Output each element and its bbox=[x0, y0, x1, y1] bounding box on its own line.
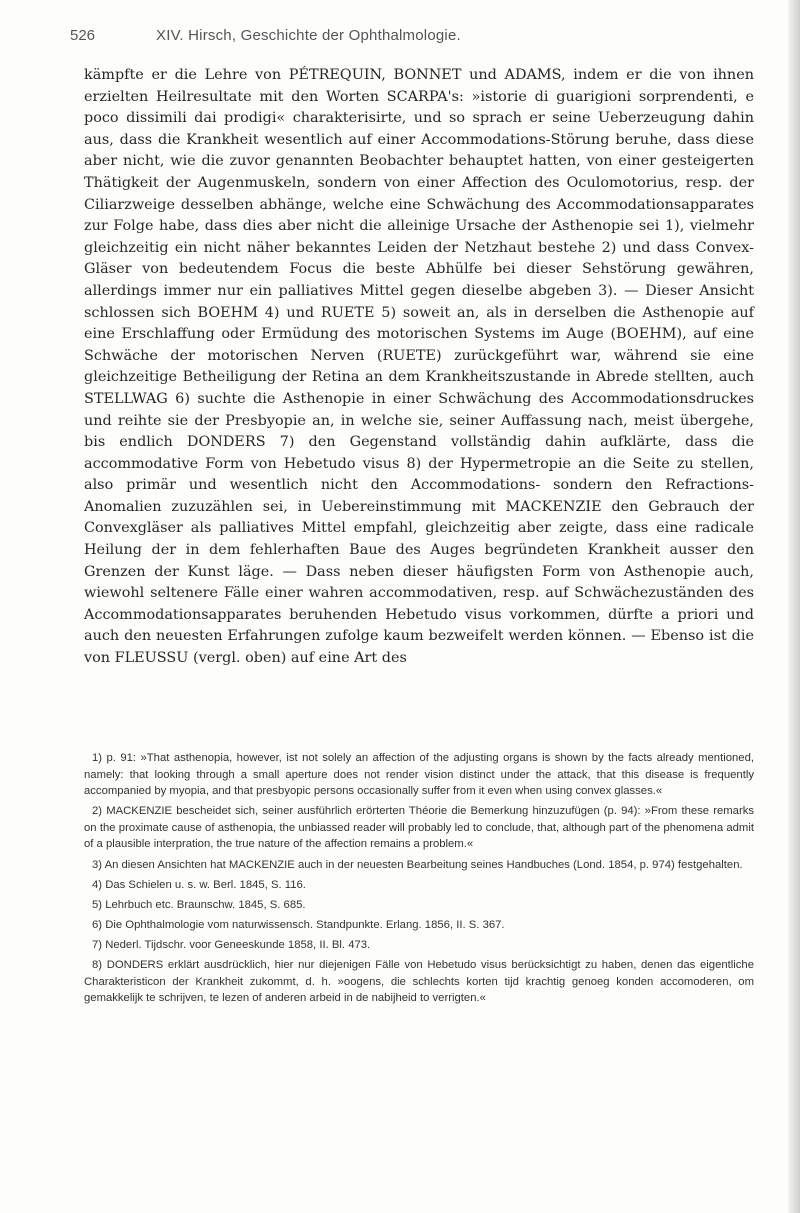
footnote bbox=[84, 897, 754, 914]
footnote bbox=[84, 937, 754, 954]
footnote-text: DONDERS erklärt ausdrücklich, hier nur diejenigen Fälle von Hebetudo visus berücksichtigt zu haben, denen das eigentliche Charakteristicon der Krankheit zukommt, d. h. »oogens, die schlechts korten tijd krachtig genoeg konden accomoderen, om gemakkelijk te schrijven, te lezen of anderen arbeid in de nabijheid to verrigten.« bbox=[84, 959, 755, 1005]
footnote-number: 6) bbox=[92, 918, 103, 931]
footnote-number: 8) bbox=[92, 959, 103, 972]
footnote-number: 4) bbox=[92, 878, 103, 891]
footnote-text: Das Schielen u. s. w. Berl. 1845, S. 116. bbox=[105, 878, 306, 891]
running-title: XIV. Hirsch, Geschichte der Ophthalmologie. bbox=[156, 27, 461, 44]
footnote-number: 5) bbox=[92, 898, 103, 911]
page-edge-shadow bbox=[788, 0, 800, 1213]
footnote-number: 3) bbox=[92, 858, 103, 871]
running-head bbox=[70, 27, 750, 51]
footnotes bbox=[84, 750, 754, 1010]
footnote bbox=[84, 750, 754, 800]
footnote-text: Die Ophthalmologie vom naturwissensch. Standpunkte. Erlang. 1856, II. S. 367. bbox=[105, 918, 505, 931]
footnote-number: 7) bbox=[92, 938, 103, 951]
footnote bbox=[84, 877, 754, 894]
footnote-text: An diesen Ansichten hat MACKENZIE auch in der neuesten Bearbeitung seines Handbuches (Lond. 1854, p. 974) festgehalten. bbox=[104, 858, 743, 871]
footnote bbox=[84, 957, 754, 1007]
footnote-text: Nederl. Tijdschr. voor Geneeskunde 1858, II. Bl. 473. bbox=[105, 938, 371, 951]
footnote bbox=[84, 917, 754, 934]
footnote bbox=[84, 803, 754, 853]
footnote bbox=[84, 857, 754, 874]
page-number: 526 bbox=[70, 27, 96, 44]
body-paragraph: kämpfte er die Lehre von PÉTREQUIN, BONNET und ADAMS, indem er die von ihnen erzielten Heilresultate mit den Worten SCARPA's: »istorie di guarigioni sorprendenti, e poco dissimili dai prodigi« charakterisirte, und so sprach er seine Ueberzeugung dahin aus, dass die Krankheit wesentlich auf einer Accommodations-Störung beruhe, dass diese aber nicht, wie die zuvor genannten Beobachter behauptet hatten, von einer gesteigerten Thätigkeit der Augenmuskeln, sondern von einer Affection des Oculomotorius, resp. der Ciliarzweige desselben abhänge, welche eine Schwächung des Accommodationsapparates zur Folge habe, dass dies aber nicht die alleinige Ursache der Asthenopie sei 1), vielmehr gleichzeitig ein nicht näher bekanntes Leiden der Netzhaut bestehe 2) und dass Convex-Gläser von bedeutendem Focus die beste Abhülfe bei dieser Sehstörung gewähren, allerdings immer nur ein palliatives Mittel gegen dieselbe abgeben 3). — Dieser Ansicht schlossen sich BOEHM 4) und RUETE 5) soweit an, als in derselben die Asthenopie auf eine Erschlaffung oder Ermüdung des motorischen Systems im Auge (BOEHM), auf eine Schwäche der motorischen Nerven (RUETE) zurückgeführt war, während sie eine gleichzeitige Betheiligung der Retina an dem Krankheitszustande in Abrede stellten, auch STELLWAG 6) suchte die Asthenopie in einer Schwächung des Accommodationsdruckes und reihte sie der Presbyopie an, in welche sie, seiner Auffassung nach, meist übergehe, bis endlich DONDERS 7) den Gegenstand vollständig dahin aufklärte, dass die accommodative Form von Hebetudo visus 8) der Hypermetropie an die Seite zu stellen, also primär und wesentlich nicht den Accommodations- sondern den Refractions-Anomalien zuzuzählen sei, in Uebereinstimmung mit MACKENZIE den Gebrauch der Convexgläser als palliatives Mittel empfahl, gleichzeitig aber zeigte, dass eine radicale Heilung der in dem fehlerhaften Baue des Auges begründeten Krankheit ausser den Grenzen der Kunst läge. — Dass neben dieser häufigsten Form von Asthenopie auch, wiewohl seltenere Fälle einer wahren accommodativen, resp. auf Schwächezuständen des Accommodationsapparates beruhenden Hebetudo visus vorkommen, dürfte a priori und auch den neuesten Erfahrungen zufolge kaum bezweifelt werden können. — Ebenso ist die von FLEUSSU (vergl. oben) auf eine Art des bbox=[84, 67, 754, 667]
footnote-number: 1) bbox=[92, 752, 103, 764]
main-text bbox=[84, 65, 754, 670]
footnote-text: Lehrbuch etc. Braunschw. 1845, S. 685. bbox=[105, 898, 306, 911]
footnote-number: 2) bbox=[92, 805, 103, 818]
footnote-text: p. 91: »That asthenopia, however, ist not solely an affection of the adjusting organs is shown by the facts already mentioned, namely: that looking through a small aperture does not render vision distinct under the attack, that this disease is frequently accompanied by myopia, and that presbyopic persons occasionally suffer from it even when using convex glasses.« bbox=[84, 752, 755, 798]
footnote-text: MACKENZIE bescheidet sich, seiner ausführlich erörterten Théorie die Bemerkung hinzuzufügen (p. 94): »From these remarks on the proximate cause of asthenopia, the unbiassed reader will probably led to conclude, that, although part of the phenomena admit of a plausible interpration, the true nature of the affection remains a problem.« bbox=[84, 805, 755, 851]
